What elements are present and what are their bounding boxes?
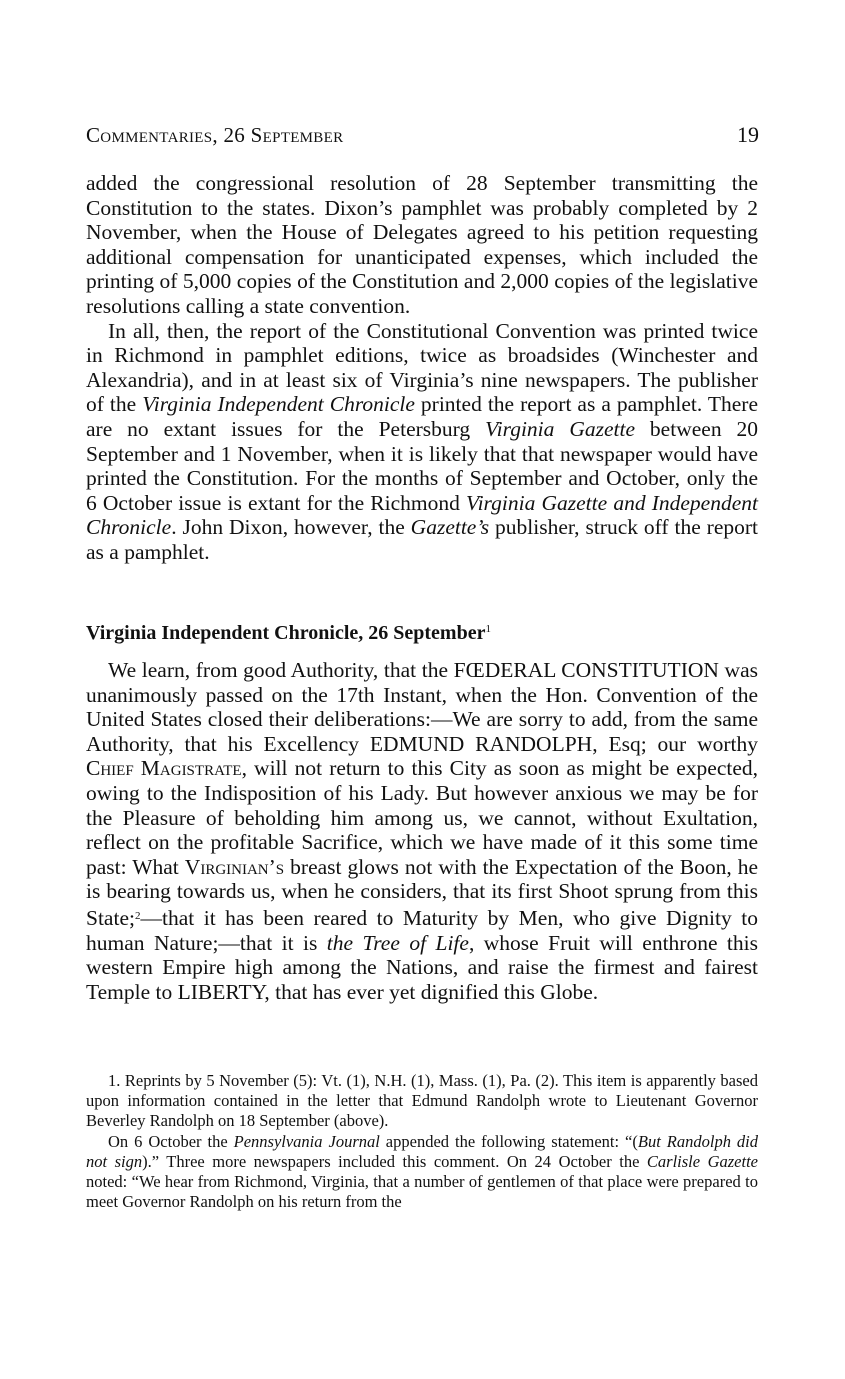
footnote-1-continued [86,1132,758,1211]
text-run: , will not return to this City as soon as might be expected, owing to the Indisposition of his Lady. But however anxious we may be for the Pleasure of beholding him among us, we cannot, without Exultation, reflect on the profitable Sacrifice, which we have made of it this some time past: What [86,756,758,879]
text-run: ).” Three more newspapers included this comment. On 24 October the [142,1152,647,1172]
text-run: breast glows not with the Expectation of the Boon, he is bearing towards us, when he considers, that its first Shoot sprung from this State; [86,854,759,930]
text-run: between 20 September and 1 November, when it is likely that that newspaper would have printed the Constitution. For the months of September and October, only the 6 October issue is extant for the Richmond [86,416,759,515]
article-paragraph [86,658,758,1004]
newspaper-title: Virginia Gazette [485,416,635,441]
newspaper-title: Virginia Independent Chronicle [142,392,415,417]
intro-paragraph-2 [86,319,758,565]
text-run: , whose Fruit will enthrone this western Empire high among the Nations, and raise the firmest and fairest Temple to LIBERTY, that has ever yet dignified this Globe. [86,930,758,1004]
page-number: 19 [737,122,759,147]
text-run: We learn, from good Authority, that the FŒDERAL CONSTITUTION was unanimously passed on the 17th Instant, when the Hon. Convention of the United States closed their deliberations:—We are sorry to add, from the same Authority, that his Excellency EDMUND RANDOLPH, Esq; our worthy [86,658,758,756]
text-run: printed the report as a pamphlet. There are no extant issues for the Petersburg [86,392,758,441]
text-run: In all, then, the report of the Constitutional Convention was printed twice in Richmond in pamphlet editions, twice as broadsides (Winchester and Alexandria), and in at least six of Virginia’s nine newspapers. The publisher of the [86,318,758,417]
intro-paragraph-1: added the congressional resolution of 28 September transmitting the Constitution to the states. Dixon’s pamphlet was probably completed by 2 November, when the House of Delegates agreed to his petition requesting additional compensation for unanticipated expenses, which included the printing of 5,000 copies of the Constitution and 2,000 copies of the legislative resolutions calling a state convention. [86,171,758,318]
section-heading-text: Virginia Independent Chronicle, 26 September [86,622,486,644]
newspaper-title: Carlisle Gazette [646,1152,758,1172]
text-run: . John Dixon, however, the [171,515,411,540]
italic-phrase: the Tree of Life [326,930,469,955]
footnotes [86,1071,758,1212]
section-heading [86,622,491,645]
small-caps-text: Virginian’s [184,854,285,879]
newspaper-title: Pennsylvania Journal [233,1132,380,1152]
text-run: publisher, struck off the report as a pamphlet. [86,515,759,564]
italic-phrase: But Randolph did not sign [86,1132,759,1172]
small-caps-text: Chief Magistrate [86,756,242,781]
running-header [86,122,759,148]
intro-text [86,171,758,565]
footnote-ref-2: 2 [134,909,141,922]
newspaper-title: Gazette’s [410,515,490,540]
running-title: Commentaries, 26 September [86,123,344,147]
text-run: noted: “We hear from Richmond, Virginia, that a number of gentlemen of that place were prepared to meet Governor Randolph on his return from the [86,1171,758,1211]
text-run: appended the following statement: “( [379,1132,638,1152]
text-run: On 6 October the [108,1132,234,1152]
footnote-1: 1. Reprints by 5 November (5): Vt. (1), N.H. (1), Mass. (1), Pa. (2). This item is apparently based upon information contained in the letter that Edmund Randolph wrote to Lieutenant Governor Beverley Randolph on 18 September (above). [86,1071,758,1130]
newspaper-title: Virginia Gazette and Independent Chronicle [86,490,758,540]
footnote-ref-1: 1 [485,623,491,635]
text-run: —that it has been reared to Maturity by Men, who give Dignity to human Nature;—that it is [86,905,758,955]
article-text [86,658,758,1004]
